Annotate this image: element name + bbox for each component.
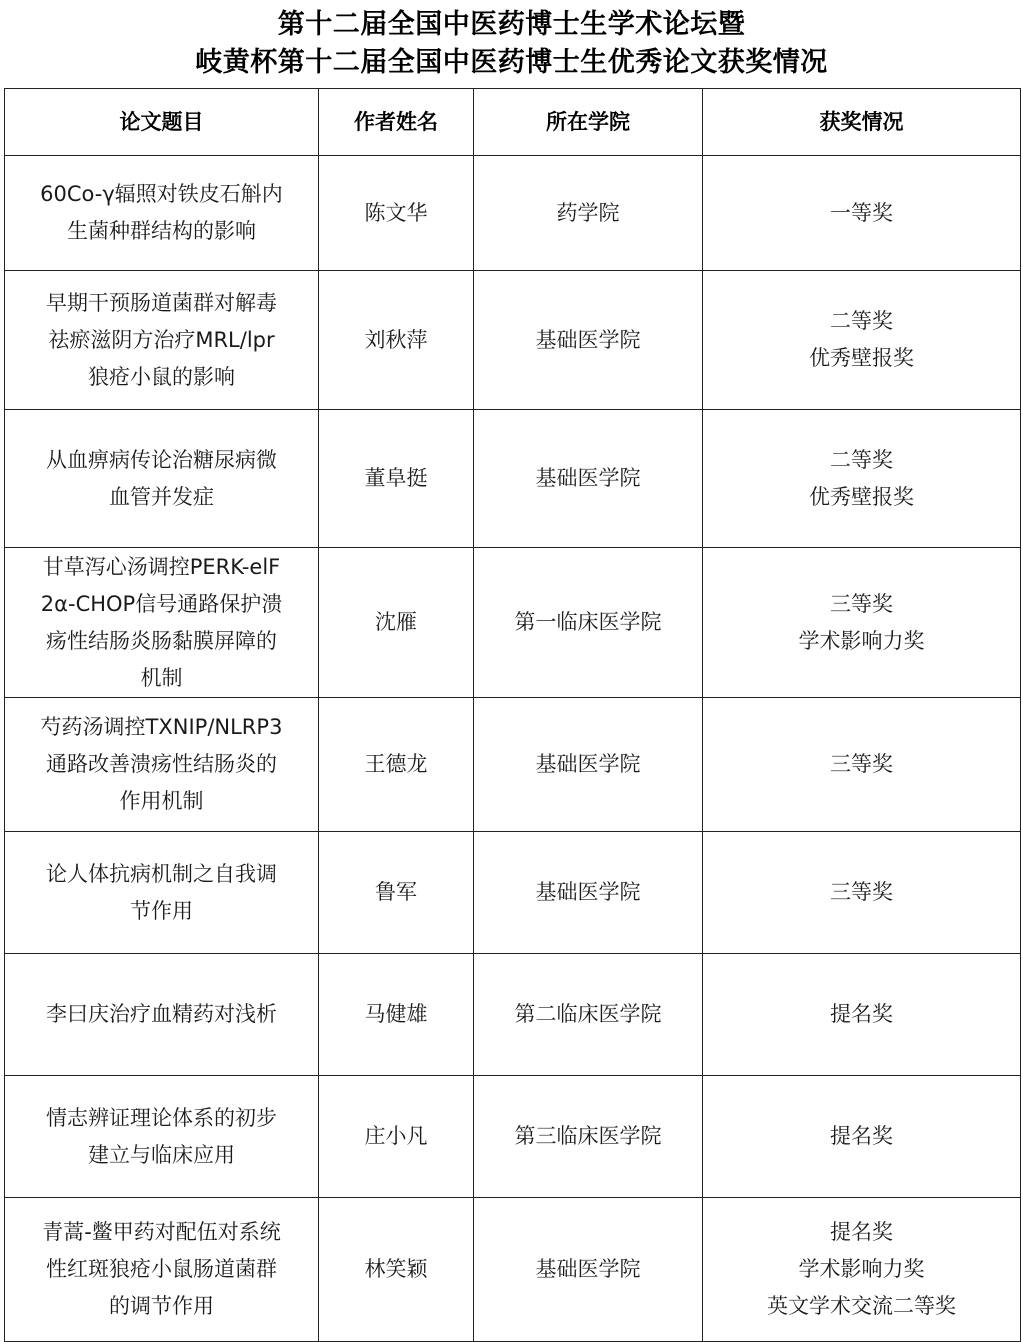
paper-title-line: 论人体抗病机制之自我调 [46, 861, 277, 886]
table-row [5, 156, 1021, 271]
award-cell [703, 832, 1021, 954]
paper-title-line: 甘草泻心汤调控PERK-elF [42, 554, 281, 579]
table-body [5, 156, 1021, 1342]
award-line: 三等奖 [830, 752, 893, 776]
paper-title-cell [5, 832, 319, 954]
paper-title-cell [5, 548, 319, 698]
award-line: 学术影响力奖 [798, 1257, 925, 1281]
paper-title-line: 情志辨证理论体系的初步 [46, 1105, 277, 1130]
award-line: 英文学术交流二等奖 [767, 1294, 956, 1318]
table-row [5, 410, 1021, 548]
header-paper-title: 论文题目 [5, 89, 319, 156]
award-cell [703, 698, 1021, 832]
paper-title-line: 建立与临床应用 [88, 1142, 235, 1167]
author-name-cell: 沈雁 [319, 548, 474, 698]
award-cell [703, 1076, 1021, 1198]
college-cell: 第二临床医学院 [474, 954, 703, 1076]
college-cell: 基础医学院 [474, 410, 703, 548]
table-row [5, 1076, 1021, 1198]
paper-title-cell [5, 1076, 319, 1198]
college-cell: 第三临床医学院 [474, 1076, 703, 1198]
document-title [0, 6, 1023, 82]
award-line: 提名奖 [830, 1002, 893, 1026]
paper-title-line: 血管并发症 [109, 484, 214, 509]
award-line: 三等奖 [830, 880, 893, 904]
paper-title-cell [5, 271, 319, 410]
author-name-cell: 刘秋萍 [319, 271, 474, 410]
title-line-2: 岐黄杯第十二届全国中医药博士生优秀论文获奖情况 [195, 47, 828, 78]
paper-title-line: 节作用 [130, 898, 193, 923]
paper-title-cell [5, 156, 319, 271]
paper-title-line: 60Co-γ辐照对铁皮石斛内 [40, 182, 283, 206]
paper-title-cell [5, 1198, 319, 1342]
title-line-1: 第十二届全国中医药博士生学术论坛暨 [277, 9, 746, 40]
college-cell: 第一临床医学院 [474, 548, 703, 698]
paper-title-line: 芍药汤调控TXNIP/NLRP3 [40, 715, 283, 739]
paper-title-line: 生菌种群结构的影响 [67, 219, 256, 243]
header-award: 获奖情况 [703, 89, 1021, 156]
paper-title-line: 作用机制 [119, 789, 204, 813]
award-line: 提名奖 [830, 1220, 893, 1244]
paper-title-cell [5, 954, 319, 1076]
header-author-name: 作者姓名 [319, 89, 474, 156]
paper-title-cell [5, 698, 319, 832]
paper-title-line: 疡性结肠炎肠黏膜屏障的 [46, 628, 277, 653]
award-line: 二等奖 [830, 309, 893, 333]
table-row [5, 1198, 1021, 1342]
table-row [5, 271, 1021, 410]
paper-title-cell [5, 410, 319, 548]
author-name-cell: 马健雄 [319, 954, 474, 1076]
paper-title-line: 李曰庆治疗血精药对浅析 [46, 1002, 277, 1026]
table-row [5, 548, 1021, 698]
award-cell [703, 156, 1021, 271]
award-cell [703, 410, 1021, 548]
paper-title-line: 狼疮小鼠的影响 [88, 364, 235, 389]
award-line: 二等奖 [830, 447, 893, 472]
award-cell [703, 1198, 1021, 1342]
awards-table [4, 88, 1021, 1342]
author-name-cell: 鲁军 [319, 832, 474, 954]
table-row [5, 698, 1021, 832]
college-cell: 基础医学院 [474, 698, 703, 832]
paper-title-line: 的调节作用 [109, 1294, 214, 1318]
paper-title-line: 早期干预肠道菌群对解毒 [46, 290, 277, 315]
college-cell: 药学院 [474, 156, 703, 271]
college-cell: 基础医学院 [474, 832, 703, 954]
paper-title-line: 机制 [140, 665, 183, 690]
award-line: 优秀壁报奖 [809, 484, 914, 509]
college-cell: 基础医学院 [474, 271, 703, 410]
paper-title-line: 从血痹病传论治糖尿病微 [46, 447, 277, 472]
author-name-cell: 董阜挺 [319, 410, 474, 548]
award-line: 优秀壁报奖 [809, 346, 914, 370]
paper-title-line: 通路改善溃疡性结肠炎的 [46, 752, 277, 776]
college-cell: 基础医学院 [474, 1198, 703, 1342]
award-line: 一等奖 [830, 200, 893, 225]
paper-title-line: 性红斑狼疮小鼠肠道菌群 [46, 1257, 277, 1281]
paper-title-line: 祛瘀滋阴方治疗MRL/lpr [48, 327, 275, 352]
author-name-cell: 林笑颖 [319, 1198, 474, 1342]
table-row [5, 832, 1021, 954]
table-row [5, 954, 1021, 1076]
paper-title-line: 2α-CHOP信号通路保护溃 [40, 591, 283, 616]
header-college: 所在学院 [474, 89, 703, 156]
author-name-cell: 王德龙 [319, 698, 474, 832]
award-cell [703, 548, 1021, 698]
award-cell [703, 271, 1021, 410]
paper-title-line: 青蒿-鳖甲药对配伍对系统 [42, 1220, 281, 1244]
award-line: 三等奖 [830, 591, 893, 616]
award-cell [703, 954, 1021, 1076]
award-line: 提名奖 [830, 1124, 893, 1148]
author-name-cell: 庄小凡 [319, 1076, 474, 1198]
table-header-row [5, 89, 1021, 156]
author-name-cell: 陈文华 [319, 156, 474, 271]
award-line: 学术影响力奖 [798, 628, 925, 653]
